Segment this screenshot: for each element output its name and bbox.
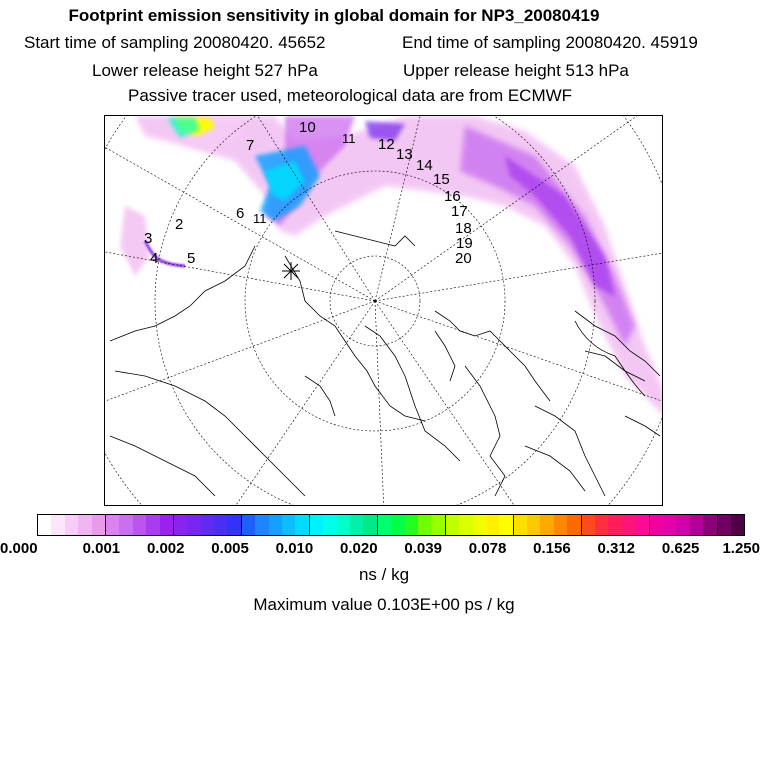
- colorbar-segment: [377, 515, 391, 535]
- lower-release-text: Lower release height 527 hPa: [92, 61, 318, 80]
- release-location-marker: [282, 262, 300, 280]
- colorbar-segment: [241, 515, 255, 535]
- colorbar-segment: [38, 515, 51, 535]
- colorbar-segment: [717, 515, 731, 535]
- colorbar-segment: [51, 515, 64, 535]
- colorbar-segment: [363, 515, 376, 535]
- trajectory-label: 7: [246, 137, 255, 154]
- colorbar-tick-label: 0.156: [533, 540, 571, 557]
- trajectory-label: 13: [396, 146, 413, 163]
- unit-label: ns / kg: [358, 565, 410, 584]
- trajectory-label: 5: [187, 250, 196, 267]
- colorbar-segment: [337, 515, 350, 535]
- colorbar-segment: [160, 515, 173, 535]
- colorbar-tick-label: 0.002: [146, 540, 185, 557]
- colorbar-segment: [201, 515, 214, 535]
- colorbar-tick-label: 0.078: [468, 540, 507, 557]
- trajectory-label: 2: [175, 216, 184, 233]
- colorbar-segment: [187, 515, 200, 535]
- end-time-text: End time of sampling 20080420. 45919: [402, 33, 698, 52]
- colorbar-segment: [309, 515, 323, 535]
- colorbar-segment: [676, 515, 689, 535]
- colorbar-segment: [445, 515, 459, 535]
- colorbar-segment: [567, 515, 580, 535]
- trajectory-label: 12: [378, 136, 395, 153]
- colorbar-segment: [513, 515, 527, 535]
- sensitivity-plume: [120, 116, 663, 416]
- colorbar-tick-label: 0.039: [404, 540, 442, 557]
- colorbar-segment: [473, 515, 486, 535]
- upper-release-text: Upper release height 513 hPa: [403, 61, 629, 80]
- colorbar-segment: [731, 515, 744, 535]
- colorbar-tick-label: 0.000: [0, 540, 38, 557]
- colorbar-segment: [391, 515, 404, 535]
- colorbar-segment: [214, 515, 227, 535]
- colorbar-segment: [635, 515, 648, 535]
- trajectory-label: 11: [253, 211, 267, 226]
- map-title: Footprint emission sensitivity in global domain for NP3_20080419: [68, 6, 600, 25]
- colorbar-segment: [295, 515, 308, 535]
- colorbar-segment: [282, 515, 295, 535]
- colorbar-segment: [255, 515, 268, 535]
- colorbar-segment: [405, 515, 418, 535]
- trajectory-label: 16: [444, 188, 461, 205]
- polar-map: [104, 115, 663, 506]
- colorbar-tick-label: 0.020: [340, 540, 378, 557]
- trajectory-label: 20: [455, 250, 472, 267]
- colorbar-segment: [540, 515, 553, 535]
- colorbar-segment: [146, 515, 159, 535]
- colorbar-segment: [418, 515, 431, 535]
- colorbar-segment: [350, 515, 363, 535]
- colorbar: [37, 514, 745, 536]
- colorbar-segment: [323, 515, 336, 535]
- colorbar-segment: [527, 515, 540, 535]
- start-time-text: Start time of sampling 20080420. 45652: [24, 33, 326, 52]
- colorbar-segment: [105, 515, 119, 535]
- colorbar-segment: [459, 515, 472, 535]
- colorbar-segment: [622, 515, 635, 535]
- colorbar-tick-label: 1.250: [722, 540, 760, 557]
- trajectory-label: 3: [144, 230, 153, 247]
- colorbar-segment: [269, 515, 282, 535]
- colorbar-segment: [499, 515, 512, 535]
- colorbar-segment: [78, 515, 91, 535]
- colorbar-segment: [595, 515, 608, 535]
- colorbar-segment: [431, 515, 444, 535]
- trajectory-label: 4: [150, 250, 159, 267]
- colorbar-segment: [649, 515, 663, 535]
- maximum-value-text: Maximum value 0.103E+00 ps / kg: [253, 595, 515, 614]
- colorbar-segment: [133, 515, 146, 535]
- colorbar-segment: [173, 515, 187, 535]
- colorbar-tick-label: 0.625: [661, 540, 700, 557]
- colorbar-segment: [581, 515, 595, 535]
- colorbar-segment: [703, 515, 716, 535]
- trajectory-label: 19: [456, 235, 473, 252]
- colorbar-segment: [119, 515, 132, 535]
- colorbar-tick-label: 0.005: [211, 540, 249, 557]
- colorbar-segment: [227, 515, 240, 535]
- colorbar-tick-label: 0.010: [275, 540, 314, 557]
- colorbar-segment: [663, 515, 676, 535]
- trajectory-label: 14: [416, 157, 433, 174]
- trajectory-label: 17: [451, 203, 468, 220]
- colorbar-segment: [554, 515, 567, 535]
- colorbar-tick-label: 0.001: [82, 540, 121, 557]
- trajectory-label: 15: [433, 171, 450, 188]
- colorbar-segment: [65, 515, 78, 535]
- trajectory-label: 11: [342, 131, 356, 146]
- colorbar-segment: [690, 515, 703, 535]
- trajectory-label: 10: [299, 119, 316, 136]
- trajectory-label: 6: [236, 205, 245, 222]
- trajectory-label: 18: [455, 220, 472, 237]
- colorbar-segment: [486, 515, 499, 535]
- tracer-note: Passive tracer used, meteorological data are from ECMWF: [128, 86, 573, 105]
- colorbar-tick-label: 0.312: [597, 540, 636, 557]
- colorbar-segment: [608, 515, 621, 535]
- colorbar-segment: [92, 515, 105, 535]
